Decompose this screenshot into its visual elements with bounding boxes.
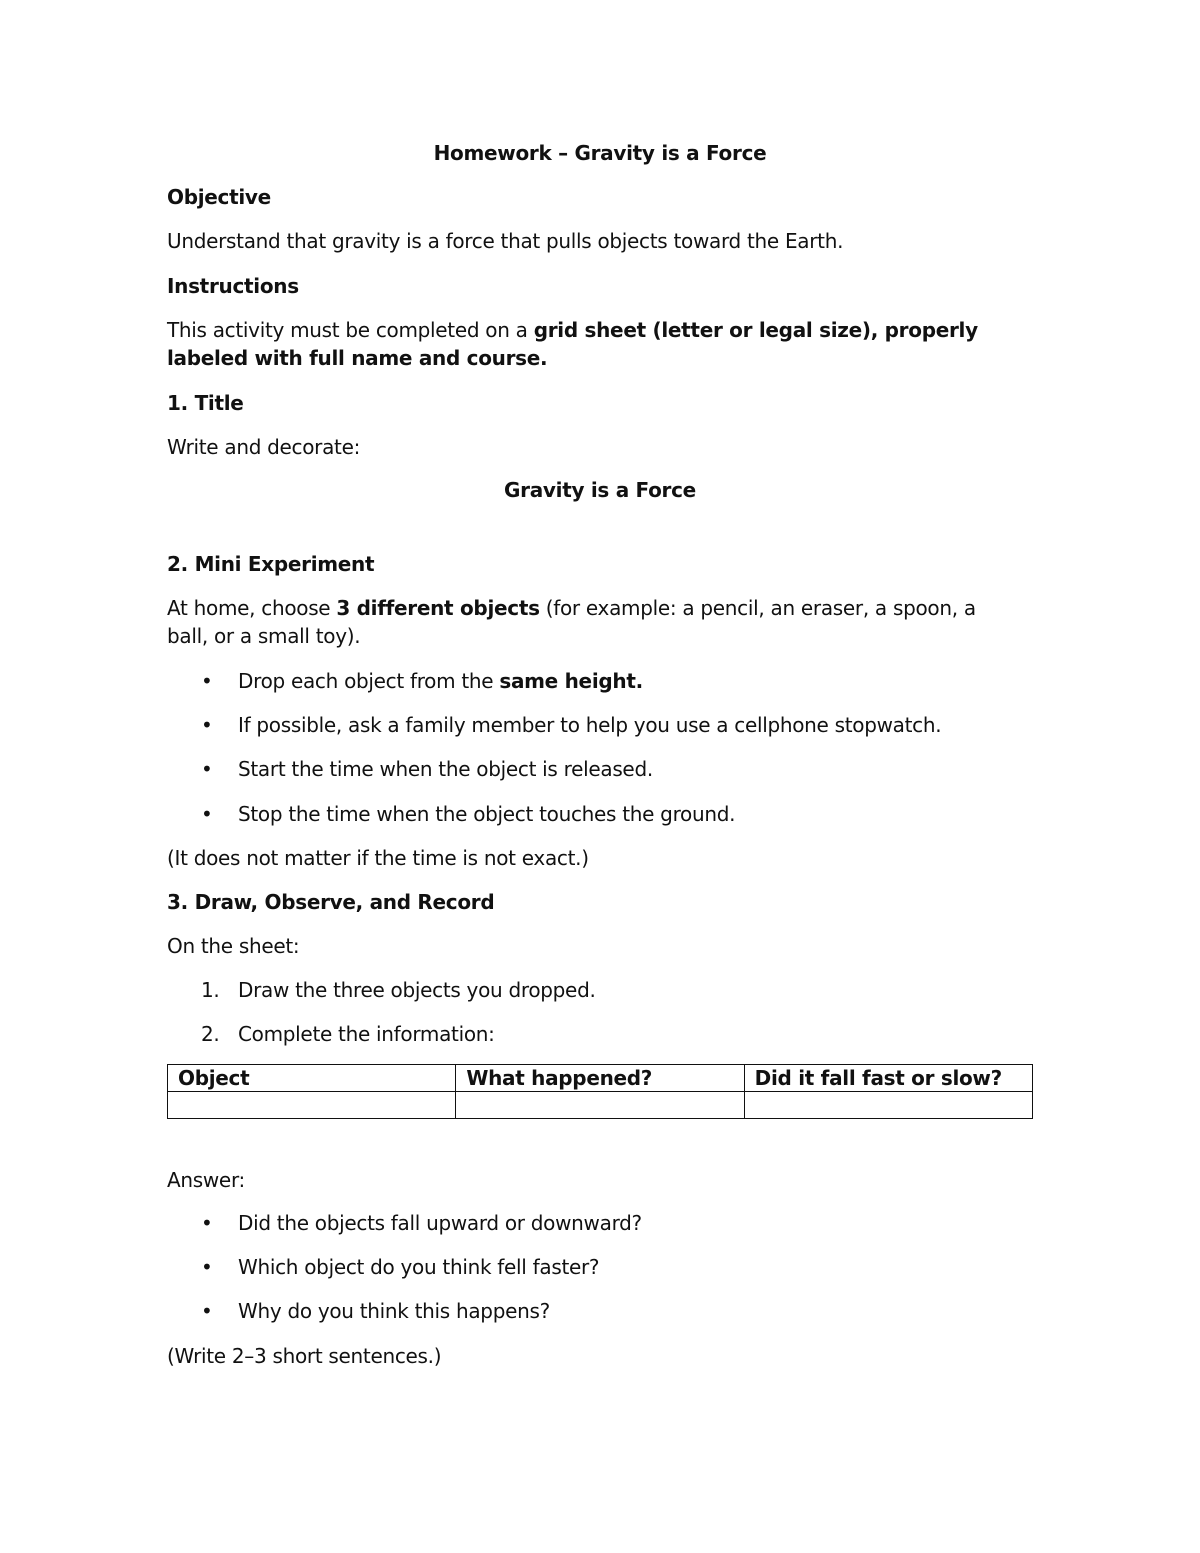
section1-text: Write and decorate: — [167, 435, 361, 459]
instructions-text: This activity must be completed on a — [167, 318, 534, 342]
bullet-icon: • — [201, 802, 213, 826]
list-item-text: Why do you think this happens? — [238, 1299, 550, 1323]
section2-intro-c: (for example: a pencil, an eraser, a spoon, a — [539, 596, 976, 620]
list-item-bold-text: same height. — [499, 669, 643, 693]
bullet-icon: • — [201, 1299, 213, 1323]
table-cell — [456, 1092, 744, 1119]
bullet-icon: • — [201, 1255, 213, 1279]
section1-centered-title: Gravity is a Force — [504, 478, 696, 502]
table-header-cell: Object — [168, 1065, 456, 1092]
table-header-cell: What happened? — [456, 1065, 744, 1092]
closing-note: (Write 2–3 short sentences.) — [167, 1344, 442, 1368]
table-header-row — [168, 1065, 1033, 1092]
step-number: 2. — [201, 1022, 220, 1046]
table-header-cell: Did it fall fast or slow? — [744, 1065, 1032, 1092]
section3-intro: On the sheet: — [167, 934, 300, 958]
section2-note: (It does not matter if the time is not exact.) — [167, 846, 589, 870]
section3-heading: 3. Draw, Observe, and Record — [167, 890, 495, 914]
section2-intro-line-1 — [167, 593, 976, 623]
bullet-icon: • — [201, 669, 213, 693]
section2-intro-line-2: ball, or a small toy). — [167, 624, 361, 648]
document-title: Homework – Gravity is a Force — [433, 141, 767, 165]
objective-heading: Objective — [167, 185, 271, 209]
section1-heading: 1. Title — [167, 391, 244, 415]
record-table — [167, 1064, 1033, 1119]
answer-label: Answer: — [167, 1168, 245, 1192]
instructions-heading: Instructions — [167, 274, 299, 298]
section2-heading: 2. Mini Experiment — [167, 552, 375, 576]
bullet-icon: • — [201, 713, 213, 737]
list-item-text: Draw the three objects you dropped. — [238, 978, 596, 1002]
table-cell — [168, 1092, 456, 1119]
list-item-text: Complete the information: — [238, 1022, 495, 1046]
step-number: 1. — [201, 978, 220, 1002]
table-row — [168, 1092, 1033, 1119]
bullet-icon: • — [201, 1211, 213, 1235]
list-item-text: Drop each object from the — [238, 669, 500, 693]
table-cell — [744, 1092, 1032, 1119]
list-item-text: Did the objects fall upward or downward? — [238, 1211, 642, 1235]
section2-intro-bold: 3 different objects — [336, 596, 540, 620]
instructions-line-2: labeled with full name and course. — [167, 346, 548, 370]
instructions-line-1 — [167, 315, 978, 345]
instructions-bold-text: grid sheet (letter or legal size), properly — [533, 318, 978, 342]
list-item-text: Stop the time when the object touches the ground. — [238, 802, 736, 826]
list-item-text: Which object do you think fell faster? — [238, 1255, 600, 1279]
bullet-icon: • — [201, 757, 213, 781]
objective-text: Understand that gravity is a force that pulls objects toward the Earth. — [167, 229, 844, 253]
section2-intro-a: At home, choose — [167, 596, 337, 620]
list-item-text: Start the time when the object is released. — [238, 757, 653, 781]
list-item-text: If possible, ask a family member to help you use a cellphone stopwatch. — [238, 713, 942, 737]
